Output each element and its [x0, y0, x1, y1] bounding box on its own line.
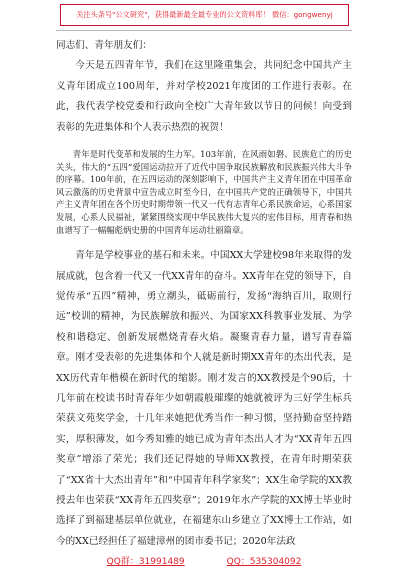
footer-qq-group[interactable]: QQ群：31991489: [106, 557, 185, 567]
paragraph-opening: 今天是五四青年节，我们在这里隆重集会，共同纪念中国共产主义青年团成立100周年，并对学校2021年度团的工作进行表彰。在此，我代表学校党委和行政向全校广大青年致以节日的问候！向受到表彰的先进集体和个人表示热烈的祝贺！: [56, 60, 352, 133]
paragraph-school-youth: 青年是学校事业的基石和未来。中国XX大学建校98年来取得的发展成就，包含着一代又一代XX青年的奋斗。XX青年在党的领导下，自觉传承“五四”精神，勇立潮头，砥砺前行，发扬“海纳百川，取则行远”校训的精神，为民族解放和振兴、为国家XX科教事业发展、为学校和谐稳定、创新发展燃烧青春火焰。凝聚青春力量，谱写青春篇章。刚才受表彰的先进集体和个人就是新时期XX青年的杰出代表，是XX历代青年楷模在新时代的缩影。刚才发言的XX教授是个90后，十几年前在校读书时青春年少如朝霞般璀璨的她就被评为三好学生标兵荣获文苑奖学金，十几年来她把优秀当作一种习惯，坚持勤奋坚持踏实，厚积薄发，如今秀知雅的她已成为青年杰出人才为“XX青年五四奖章”增添了荣光；我们还记得她的导师XX教授，在青年时期荣获了“XX省十大杰出青年”和“中国青年科学家奖”；XX生命学院的XX教授去年也荣获“XX青年五四奖章”；2019年水产学院的XX博士毕业时选择了到福建基层单位就业，在福建东山乡建立了XX博士工作站，如今的XX已经担任了福建漳州的团市委书记；2020年法政: [56, 250, 352, 547]
greeting: 同志们、青年朋友们：: [56, 40, 152, 51]
document-body: [56, 36, 352, 552]
header-divider: [56, 30, 352, 31]
footer-qq[interactable]: QQ：535304092: [226, 557, 302, 567]
footer: [0, 554, 408, 570]
header-banner: 关注头条号"公文研究"，获得最新最全最专业的公文资料库！ 微信：gongwenyj: [60, 4, 349, 26]
paragraph-youth-history: 青年是时代变革和发展的生力军。103年前，在风雨如磐、民族危亡的历史关头，伟大的“五四”爱国运动拉开了近代中国争取民族解放和民族振兴伟大斗争的序幕。100年前，在五四运动的深刻影响下，中国共产主义青年团在中国革命风云激荡的历史背景中宣告成立时至今日，在中国共产党的正确领导下，中国共产主义青年团在各个历史时期带领一代又一代有志青年心系民族命运，心系国家发展，心系人民福祉，紧紧围绕实现中华民族伟大复兴的宏伟目标，用青春和热血谱写了一幅幅彪炳史册的中国青年运动壮丽篇章。: [56, 149, 352, 235]
